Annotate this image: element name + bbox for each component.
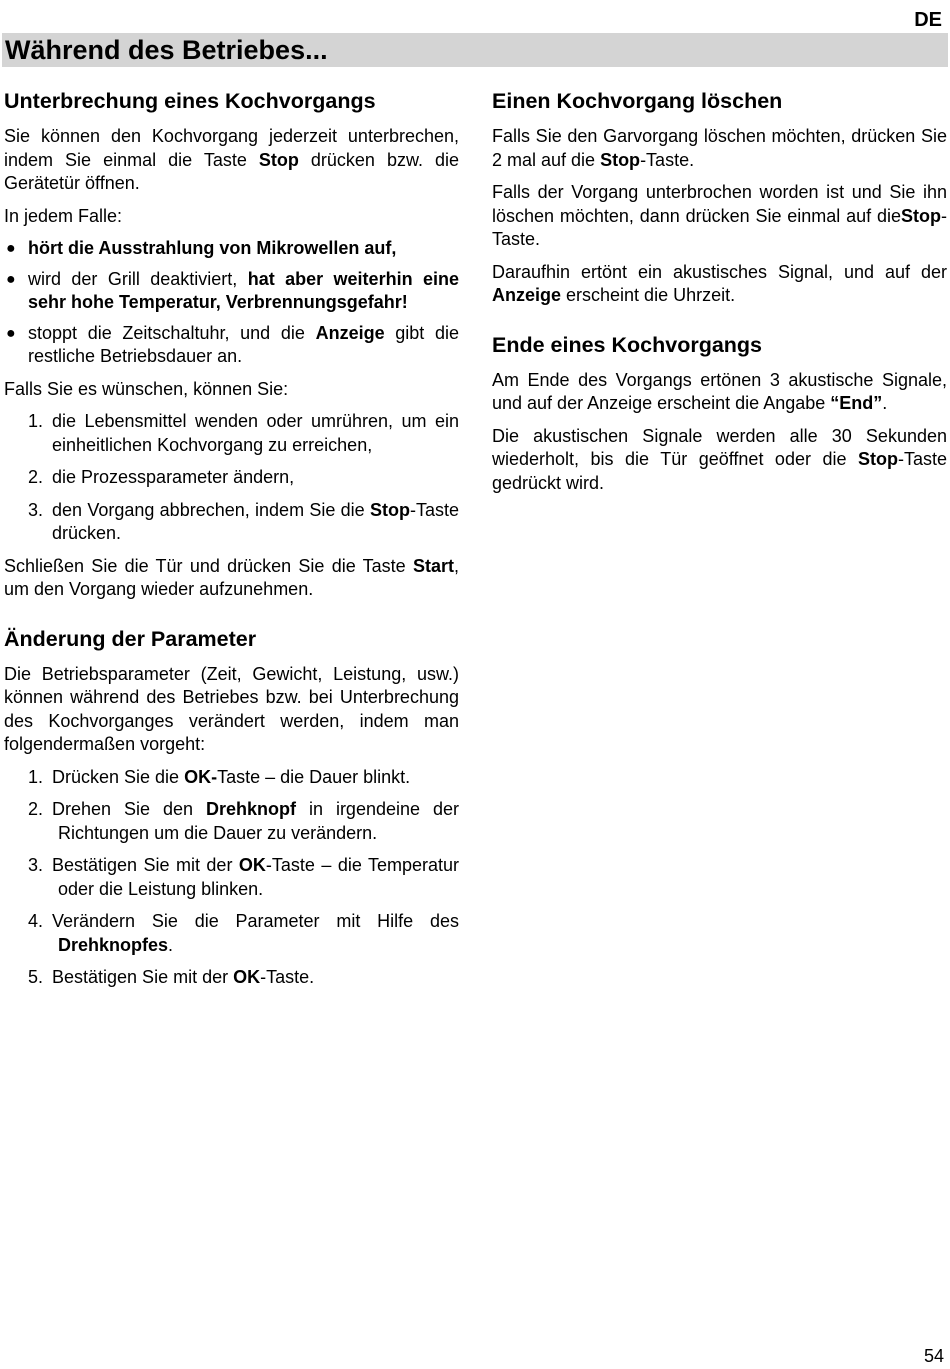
key-name: Stop [258, 149, 299, 170]
text: in irgendeine der Richtungen um die Dauer zu verändern. [58, 799, 459, 843]
bullet-icon: ● [6, 324, 16, 342]
list-item [28, 966, 459, 990]
list-number: 4. [28, 911, 44, 931]
text: Schließen Sie die Tür und drücken Sie die Taste [4, 555, 413, 576]
key-name: Anzeige [492, 285, 562, 305]
section-heading: Unterbrechung eines Kochvorgangs [4, 89, 376, 113]
display-text: “End” [830, 393, 883, 413]
bullet-list [4, 237, 459, 369]
paragraph: Die Betriebsparameter (Zeit, Gewicht, Leistung, usw.) können während des Betriebes bzw. bei Unterbrechung des Kochvorganges verändert werden, indem man folgendermaßen vorgeht: [4, 663, 459, 754]
list-item [28, 798, 459, 845]
paragraph: In jedem Falle: [4, 205, 123, 226]
list-number: 2. [28, 467, 44, 487]
list-item [28, 910, 459, 957]
paragraph [492, 425, 947, 496]
list-item [4, 268, 459, 315]
list-number: 5. [28, 967, 44, 987]
list-item [28, 410, 459, 457]
text: Bestätigen Sie mit der [52, 967, 234, 987]
bullet-icon: ● [6, 270, 16, 288]
list-item [28, 766, 459, 790]
text: Verändern Sie die Parameter mit Hilfe des [52, 911, 459, 931]
key-name: Drehknopf [206, 799, 296, 819]
text: Daraufhin ertönt ein akustisches Signal, und auf der [492, 261, 947, 282]
text: -Taste – die Temperatur oder die Leistung blinken. [58, 855, 459, 899]
text: Bestätigen Sie mit der [52, 855, 239, 875]
numbered-list [4, 410, 459, 546]
text: -Taste. [492, 205, 947, 249]
text: den Vorgang abbrechen, indem Sie die [52, 499, 370, 520]
key-name: Drehknopfes [58, 934, 169, 955]
text: Am Ende des Vorgangs ertönen 3 akustische Signale, und auf der Anzeige erscheint die Angabe [492, 369, 947, 413]
key-name: OK [233, 967, 261, 987]
text: drücken bzw. die Gerätetür öffnen. [4, 149, 459, 193]
text: . [168, 934, 174, 955]
text: -Taste drücken. [52, 499, 459, 543]
list-item [4, 237, 459, 261]
list-item [28, 499, 459, 546]
section-heading: Ende eines Kochvorgangs [492, 332, 763, 357]
section-parameter-change [4, 624, 459, 990]
section-heading: Änderung der Parameter [4, 626, 257, 651]
warning-text: hat aber weiterhin eine sehr hohe Temperatur, Verbrennungsgefahr! [28, 268, 459, 312]
page-number: 54 [923, 1346, 944, 1366]
text: -Taste. [640, 149, 695, 170]
section-heading: Einen Kochvorgang löschen [492, 89, 783, 113]
bullet-icon: ● [6, 240, 16, 257]
text: Drehen Sie den [52, 799, 206, 819]
text: die Lebensmittel wenden oder umrühren, um ein einheitlichen Kochvorgang zu erreichen, [52, 411, 459, 455]
language-code: DE [914, 9, 942, 31]
key-name: Stop [857, 449, 898, 469]
paragraph [492, 261, 947, 308]
text: -Taste gedrückt wird. [492, 449, 947, 493]
text: erscheint die Uhrzeit. [561, 285, 736, 305]
text: die Prozessparameter ändern, [52, 467, 295, 487]
text: gibt die restliche Betriebsdauer an. [28, 322, 459, 366]
section-interruption [4, 86, 459, 602]
section-end-cooking [492, 330, 947, 496]
text: hört die Ausstrahlung von Mikrowellen auf, [28, 238, 397, 258]
text: wird der Grill deaktiviert, [28, 268, 248, 289]
text: -Taste. [260, 967, 315, 987]
text: Falls der Vorgang unterbrochen worden ist und Sie ihn löschen möchten, dann drücken Sie einmal auf die [492, 182, 947, 226]
left-column [4, 86, 459, 999]
section-cancel-cooking [492, 86, 947, 308]
text: Falls Sie den Garvorgang löschen möchten, drücken Sie 2 mal auf die [492, 126, 947, 170]
key-name: OK- [184, 766, 218, 787]
key-name: Stop [901, 205, 941, 226]
key-name: Anzeige [315, 322, 385, 343]
list-number: 3. [28, 855, 44, 875]
paragraph [4, 555, 459, 602]
paragraph [492, 181, 947, 252]
text: , um den Vorgang wieder aufzunehmen. [4, 555, 459, 599]
text: Taste – die Dauer blinkt. [217, 766, 411, 787]
list-item [4, 322, 459, 369]
list-number: 3. [28, 499, 44, 520]
key-name: OK [238, 855, 266, 875]
list-item [28, 854, 459, 901]
key-name: Start [412, 555, 454, 576]
paragraph [4, 125, 459, 196]
list-number: 2. [28, 799, 44, 819]
page-title: Während des Betriebes... [2, 33, 948, 67]
text: Die akustischen Signale werden alle 30 Sekunden wiederholt, bis die Tür geöffnet oder die [492, 425, 947, 469]
list-number: 1. [28, 766, 44, 787]
text: Sie können den Kochvorgang jederzeit unterbrechen, indem Sie einmal die Taste [4, 126, 459, 170]
list-number: 1. [28, 411, 44, 431]
paragraph [492, 369, 947, 416]
key-name: Stop [369, 499, 410, 520]
paragraph: Falls Sie es wünschen, können Sie: [4, 378, 289, 399]
right-column [492, 86, 947, 504]
text: Drücken Sie die [52, 766, 185, 787]
text: stoppt die Zeitschaltuhr, und die [28, 322, 316, 343]
paragraph [492, 125, 947, 172]
numbered-list [4, 766, 459, 990]
list-item [28, 466, 459, 490]
key-name: Stop [600, 149, 641, 170]
text: . [882, 393, 888, 413]
